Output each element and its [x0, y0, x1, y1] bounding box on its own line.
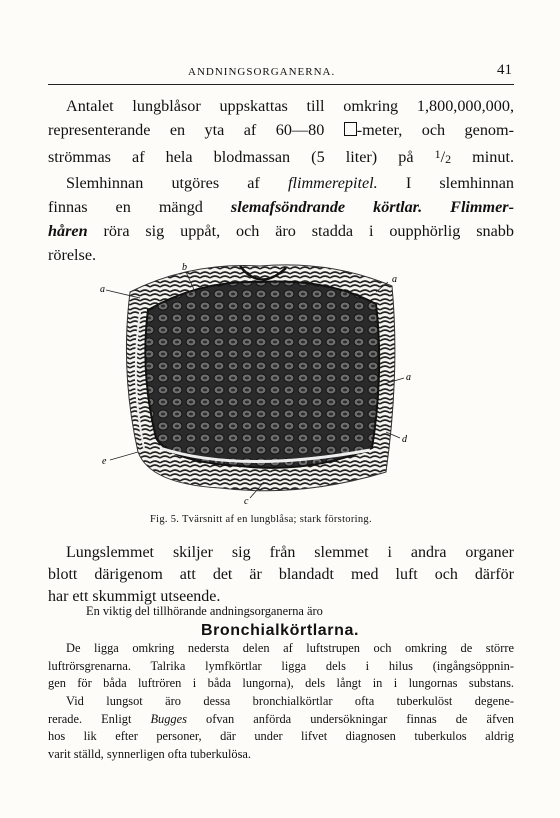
figure-caption: Fig. 5. Tvärsnitt af en lungblåsa; stark förstoring.	[150, 514, 372, 525]
running-head-title: ANDNINGSORGANERNA.	[188, 66, 336, 78]
paragraph-alveoli	[48, 94, 514, 267]
text-line: representerande en yta af 60—80 -meter, och genom-	[48, 121, 514, 139]
text-line: De ligga omkring nedersta delen af luftstrupen och omkring de större	[66, 641, 514, 655]
figure-alveolus-illustration	[100, 252, 420, 507]
text-line: blott därigenom att det är blandadt med luft och därför	[48, 566, 514, 583]
text-line: rörelse.	[48, 246, 97, 264]
text-line: håren röra sig uppåt, och äro stadda i oupphörlig snabb	[48, 222, 514, 240]
text-line: strömmas af hela blodmassan (5 liter) på $^1$/2 minut.	[48, 147, 514, 166]
square-symbol	[344, 122, 357, 136]
text-line: Antalet lungblåsor uppskattas till omkring 1,800,000,000,	[66, 97, 514, 115]
alveolus-engraving	[100, 252, 420, 507]
paragraph-tuberculosis	[48, 693, 514, 763]
paragraph-bronchial-glands	[48, 640, 514, 693]
page-number: 41	[497, 62, 512, 78]
figure-label: d	[402, 434, 407, 445]
figure-label: a	[392, 274, 397, 285]
text-line: luftrörsgrenarna. Talrika lymfkörtlar ligga dels i hilus (ingångsöppnin-	[48, 658, 514, 673]
figure-label: a	[100, 284, 105, 295]
intro-line: En viktig del tillhörande andningsorganerna äro	[86, 604, 323, 618]
text-line: Slemhinnan utgöres af flimmerepitel. I slemhinnan	[66, 174, 514, 192]
figure-label: e	[102, 456, 107, 467]
figure-label: c	[244, 496, 249, 507]
paragraph-lung-mucus	[48, 542, 514, 608]
figure-label: b	[182, 262, 187, 273]
text-line: har ett skummigt utseende.	[48, 588, 221, 605]
running-head	[48, 62, 514, 85]
text-line: hos lik efter personer, där under lifvet diagnosen tuberkulos aldrig	[48, 729, 514, 743]
text-line: Lungslemmet skiljer sig från slemmet i andra organer	[66, 544, 514, 561]
text-line: finnas en mängd slemafsöndrande körtlar. Flimmer-	[48, 198, 514, 216]
figure-label: a	[406, 372, 411, 383]
text-line: varit ställd, synnerligen ofta tuberkulösa.	[48, 746, 252, 761]
text-line: gen för båda luftrören i båda lungorna), dels långt in i lungornas substans.	[48, 676, 514, 690]
section-heading: Bronchialkörtlarna.	[200, 622, 360, 639]
text-line: Vid lungsot äro dessa bronchialkörtlar ofta tuberkulöst degene-	[66, 694, 514, 708]
text-line: rerade. Enligt Bugges ofvan anförda undersökningar finnas de äfven	[48, 711, 514, 726]
